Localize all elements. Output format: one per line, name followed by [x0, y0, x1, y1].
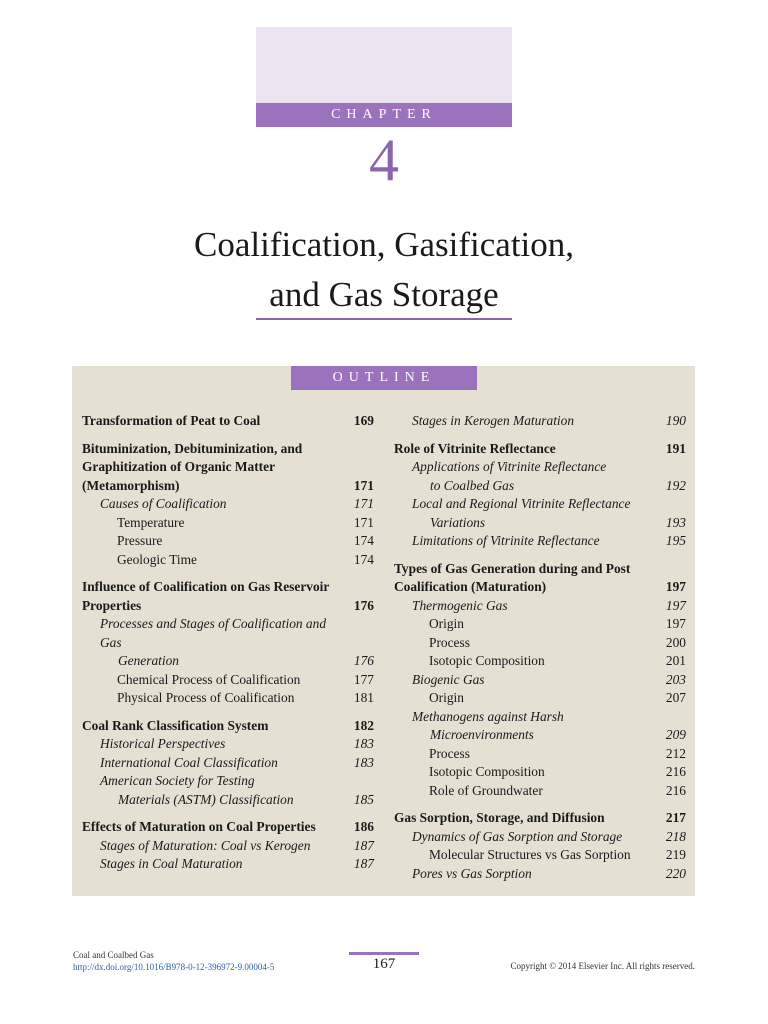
toc-entry[interactable]: Stages in Coal Maturation 187: [100, 856, 374, 871]
toc-entry[interactable]: Limitations of Vitrinite Reflectance 195: [412, 533, 686, 548]
toc-entry[interactable]: Geologic Time 174: [117, 551, 374, 567]
toc-entry[interactable]: International Coal Classification 183: [100, 754, 374, 770]
outline-column-left: [82, 412, 374, 874]
chapter-label: CHAPTER: [256, 103, 512, 127]
footer-book-title: Coal and Coalbed Gas: [73, 950, 154, 960]
toc-entry[interactable]: Stages of Maturation: Coal vs Kerogen 187: [100, 837, 374, 853]
toc-entry[interactable]: Stages in Kerogen Maturation 190: [412, 413, 686, 428]
toc-entry[interactable]: Local and Regional Vitrinite Reflectance Variations 193: [412, 496, 686, 530]
toc-entry[interactable]: Role of Vitrinite Reflectance 191: [394, 440, 686, 456]
chapter-number: 4: [369, 127, 399, 193]
page-number: 167: [372, 956, 396, 972]
chapter-title-line2: and Gas Storage: [269, 275, 499, 314]
toc-entry[interactable]: Historical Perspectives 183: [100, 736, 374, 751]
chapter-title-line1: Coalification, Gasification,: [193, 225, 575, 264]
toc-entry[interactable]: Thermogenic Gas 197: [412, 597, 686, 613]
toc-entry[interactable]: Role of Groundwater 216: [429, 782, 686, 798]
outline-column-right: [394, 412, 686, 883]
title-underline: [256, 318, 512, 320]
toc-entry[interactable]: Process 200: [429, 634, 686, 650]
chapter-title: [100, 220, 668, 320]
toc-entry[interactable]: Molecular Structures vs Gas Sorption 219: [429, 847, 686, 862]
toc-entry[interactable]: Isotopic Composition 201: [429, 653, 686, 668]
toc-entry[interactable]: Gas Sorption, Storage, and Diffusion 217: [394, 810, 686, 825]
toc-entry[interactable]: Methanogens against Harsh Microenvironments 209: [412, 708, 686, 742]
toc-entry[interactable]: Effects of Maturation on Coal Properties 186: [82, 819, 374, 834]
toc-entry[interactable]: Chemical Process of Coalification 177: [117, 671, 374, 687]
toc-entry[interactable]: Origin 197: [429, 616, 686, 631]
footer-copyright: Copyright © 2014 Elsevier Inc. All rights reserved.: [510, 961, 695, 971]
toc-entry[interactable]: Isotopic Composition 216: [429, 764, 686, 779]
toc-entry[interactable]: Pressure 174: [117, 533, 374, 548]
toc-entry[interactable]: Pores vs Gas Sorption 220: [412, 865, 686, 881]
outline-label: OUTLINE: [291, 366, 477, 390]
toc-entry[interactable]: Coal Rank Classification System 182: [82, 717, 374, 733]
toc-entry[interactable]: Types of Gas Generation during and Post Coalification (Maturation) 197: [394, 560, 686, 594]
toc-entry[interactable]: Physical Process of Coalification 181: [117, 690, 374, 705]
toc-entry[interactable]: Processes and Stages of Coalification and Gas Generation 176: [100, 616, 374, 668]
toc-entry[interactable]: Temperature 171: [117, 514, 374, 530]
toc-entry[interactable]: Causes of Coalification 171: [100, 496, 374, 511]
toc-entry[interactable]: Influence of Coalification on Gas Reservoir Properties 176: [82, 579, 374, 613]
toc-entry[interactable]: Bituminization, Debituminization, and Graphitization of Organic Matter (Metamorphism) 171: [82, 440, 374, 493]
toc-entry[interactable]: Biogenic Gas 203: [412, 671, 686, 687]
chapter-banner: [256, 27, 512, 127]
toc-entry[interactable]: Dynamics of Gas Sorption and Storage 218: [412, 828, 686, 844]
outline-panel: [72, 366, 695, 896]
toc-entry[interactable]: Process 212: [429, 745, 686, 761]
toc-entry[interactable]: Transformation of Peat to Coal 169: [82, 413, 374, 428]
toc-entry[interactable]: American Society for Testing Materials (ASTM) Classification 185: [100, 773, 374, 807]
toc-entry[interactable]: Applications of Vitrinite Reflectance to Coalbed Gas 192: [412, 459, 686, 493]
footer-doi-link[interactable]: http://dx.doi.org/10.1016/B978-0-12-396972-9.00004-5: [73, 962, 275, 972]
toc-entry[interactable]: Origin 207: [429, 690, 686, 705]
